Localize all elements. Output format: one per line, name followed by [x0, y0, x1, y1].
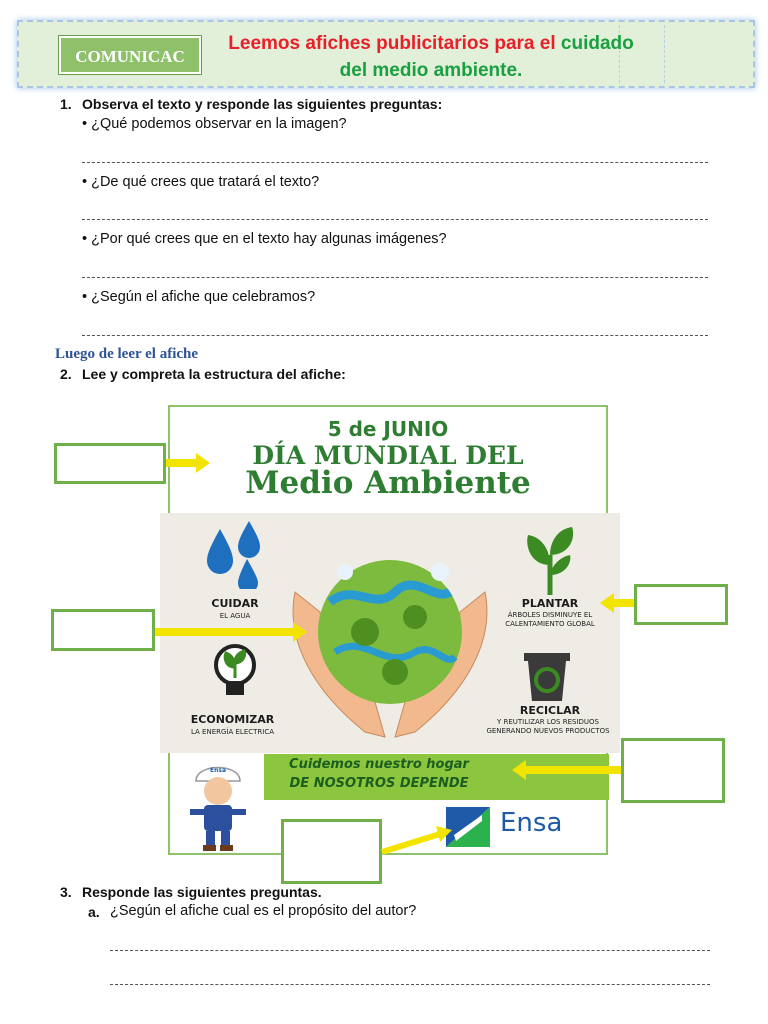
answer-line[interactable]	[82, 219, 708, 220]
question: • ¿Según el afiche que celebramos?	[82, 289, 316, 305]
sprout-icon	[520, 525, 580, 595]
header-banner	[17, 20, 755, 88]
title-part: cuidado	[560, 33, 634, 54]
arrow-icon	[166, 452, 210, 474]
poster-title-line2: Medio Ambiente	[245, 465, 531, 501]
label-box-text[interactable]	[634, 584, 728, 625]
section-title: Responde las siguientes preguntas.	[82, 884, 322, 900]
label-box-title[interactable]	[54, 443, 166, 484]
question-letter: a.	[88, 904, 100, 920]
question: • ¿De qué crees que tratará el texto?	[82, 174, 320, 190]
plantar-sub: CALENTAMIENTO GLOBAL	[505, 620, 595, 628]
section-number: 1.	[60, 96, 72, 112]
question: ¿Según el afiche cual es el propósito del autor?	[110, 903, 417, 919]
economizar-label: ECONOMIZAR	[190, 713, 275, 726]
title-part: Leemos afiches publicitarios para el	[228, 33, 556, 54]
answer-line[interactable]	[110, 984, 710, 985]
answer-line[interactable]	[82, 277, 708, 278]
question: • ¿Qué podemos observar en la imagen?	[82, 116, 347, 132]
ensa-logo-icon	[446, 807, 490, 847]
label-box-image[interactable]	[51, 609, 155, 651]
recycle-bin-icon	[520, 649, 574, 703]
arrow-icon	[600, 592, 634, 614]
lightbulb-icon	[210, 643, 260, 705]
arrow-icon	[512, 759, 621, 781]
section-title: Observa el texto y responde las siguientes preguntas:	[82, 96, 443, 112]
section-subheading: Luego de leer el afiche	[55, 346, 199, 362]
cuidar-sub: EL AGUA	[219, 612, 251, 620]
plantar-sub: ÁRBOLES DISMINUYE EL	[507, 611, 593, 619]
reciclar-sub: GENERANDO NUEVOS PRODUCTOS	[486, 727, 610, 735]
title-part: del medio ambiente	[339, 60, 518, 81]
answer-line[interactable]	[82, 335, 708, 336]
poster-date: 5 de JUNIO	[327, 417, 449, 441]
label-box-logo[interactable]	[281, 819, 382, 884]
poster-title-line1: DÍA MUNDIAL DEL	[252, 441, 524, 470]
slogan-line2: DE NOSOTROS DEPENDE	[289, 776, 469, 791]
cuidar-label: CUIDAR	[211, 597, 259, 610]
section-title: Lee y compreta la estructura del afiche:	[82, 366, 346, 382]
water-drops-icon	[205, 519, 265, 589]
hands-globe-illustration	[275, 532, 505, 747]
title-part: .	[517, 60, 523, 81]
slogan-line1: Cuidemos nuestro hogar	[289, 757, 469, 772]
plantar-label: PLANTAR	[521, 597, 579, 610]
helmet-logo: Ensa	[210, 767, 226, 774]
header-divider	[664, 25, 666, 83]
subject-badge: COMUNICAC	[59, 36, 201, 74]
page-title	[211, 30, 651, 84]
answer-line[interactable]	[82, 162, 708, 163]
section-number: 3.	[60, 884, 72, 900]
reciclar-label: RECICLAR	[519, 704, 581, 717]
question: • ¿Por qué crees que en el texto hay algunas imágenes?	[82, 231, 447, 247]
economizar-sub: LA ENERGÍA ELECTRICA	[190, 728, 275, 736]
answer-line[interactable]	[110, 950, 710, 951]
reciclar-sub: Y REUTILIZAR LOS RESIDUOS	[497, 718, 599, 726]
arrow-icon	[380, 826, 452, 856]
section-number: 2.	[60, 366, 72, 382]
ensa-brand: Ensa	[500, 808, 563, 838]
arrow-icon	[155, 621, 307, 643]
label-box-slogan[interactable]	[621, 738, 725, 803]
